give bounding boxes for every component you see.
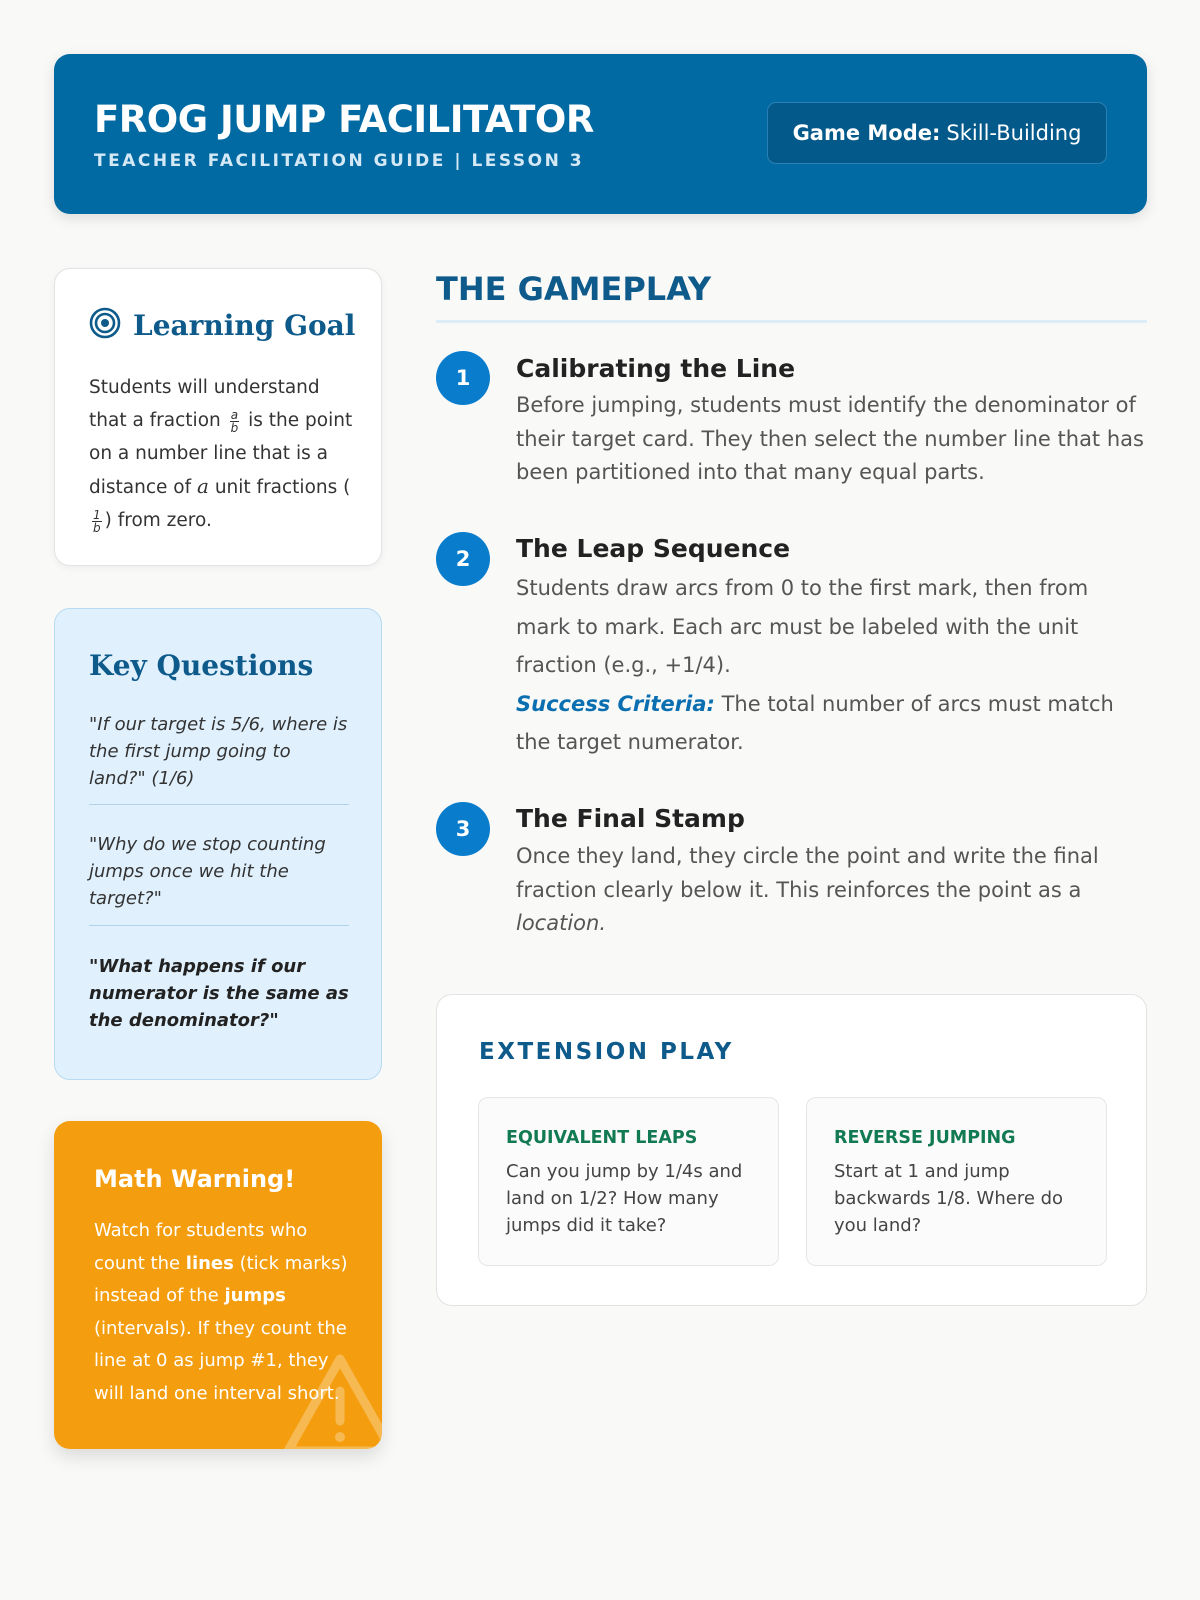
learning-goal-title: Learning Goal	[133, 308, 356, 342]
target-icon	[89, 307, 121, 343]
success-criteria-label: Success Criteria:	[516, 691, 715, 716]
step-number-badge: 1	[436, 351, 490, 405]
key-question-item: "Why do we stop counting jumps once we hit the target?"	[89, 834, 326, 909]
fraction-one-over-b	[92, 509, 102, 534]
extension-item-title: REVERSE JUMPING	[834, 1128, 1016, 1148]
step-title: The Leap Sequence	[516, 534, 791, 563]
warning-triangle-icon	[280, 1351, 382, 1449]
key-question-item: "If our target is 5/6, where is the first jump going to land?" (1/6)	[89, 714, 348, 789]
extension-item-body: Can you jump by 1/4s and land on 1/2? How many jumps did it take?	[506, 1161, 743, 1236]
step-body	[516, 840, 1146, 941]
fraction-denominator: b	[93, 520, 101, 535]
extension-item	[478, 1097, 779, 1266]
variable-a: a	[197, 474, 209, 498]
step-body-text: Students draw arcs from 0 to the first mark, then from mark to mark. Each arc must be labeled with the unit fraction (e.g., +1/4).	[516, 576, 1089, 677]
warning-text-part: (intervals). If they count the line at 0 as jump #1, they will land one interval short.	[94, 1317, 347, 1404]
gameplay-title: THE GAMEPLAY	[436, 270, 712, 308]
step-title: Calibrating the Line	[516, 354, 796, 383]
goal-text-part: is the point on a number line that is a distance of	[89, 410, 353, 498]
math-warning-title: Math Warning!	[94, 1165, 296, 1193]
page-title: FROG JUMP FACILITATOR	[94, 98, 594, 141]
warning-emphasis: lines	[185, 1252, 234, 1274]
learning-goal-text	[89, 371, 359, 537]
step-body: Before jumping, students must identify the denominator of their target card. They then select the number line that has been partitioned into that many equal parts.	[516, 393, 1144, 484]
divider	[89, 925, 349, 926]
page-subtitle: TEACHER FACILITATION GUIDE | LESSON 3	[94, 151, 585, 171]
learning-goal-card	[54, 268, 382, 566]
fraction-numerator: a	[230, 407, 239, 422]
gameplay-divider	[436, 320, 1147, 323]
goal-text-part: Students will understand that a fraction	[89, 377, 320, 431]
fraction-numerator: 1	[93, 507, 101, 522]
step-body-text: Once they land, they circle the point and write the final fraction clearly below it. This reinforces the point as a	[516, 844, 1099, 902]
extension-play-card	[436, 994, 1147, 1306]
divider	[89, 804, 349, 805]
step-number-badge: 2	[436, 532, 490, 586]
warning-emphasis: jumps	[224, 1285, 286, 1306]
fraction-denominator: b	[230, 420, 239, 435]
step-number-badge: 3	[436, 802, 490, 856]
extension-item-body: Start at 1 and jump backwards 1/8. Where do you land?	[834, 1161, 1064, 1236]
goal-text-part: unit fractions (	[214, 477, 351, 498]
game-mode-badge	[767, 102, 1107, 164]
step-title: The Final Stamp	[516, 804, 745, 833]
key-questions-title: Key Questions	[89, 649, 314, 682]
fraction-a-over-b	[230, 409, 240, 434]
header-banner	[54, 54, 1147, 214]
extension-item-title: EQUIVALENT LEAPS	[506, 1128, 698, 1148]
step-body-emphasis: location.	[516, 911, 606, 935]
success-criteria-text: The total number of arcs must match the target numerator.	[516, 691, 1114, 754]
game-mode-value: Skill-Building	[946, 121, 1082, 145]
learning-goal-heading	[89, 307, 355, 343]
math-warning-card	[54, 1121, 382, 1449]
warning-text-part: (tick marks) instead of the	[94, 1252, 348, 1306]
extension-item	[806, 1097, 1107, 1266]
key-question-item: "What happens if our numerator is the same as the denominator?"	[89, 956, 349, 1031]
extension-play-title: EXTENSION PLAY	[479, 1039, 734, 1065]
goal-text-part: ) from zero.	[104, 510, 212, 531]
key-questions-card	[54, 608, 382, 1080]
warning-text-part: Watch for students who count the	[94, 1220, 308, 1274]
game-mode-label: Game Mode:	[792, 121, 941, 145]
step-body	[516, 569, 1146, 762]
